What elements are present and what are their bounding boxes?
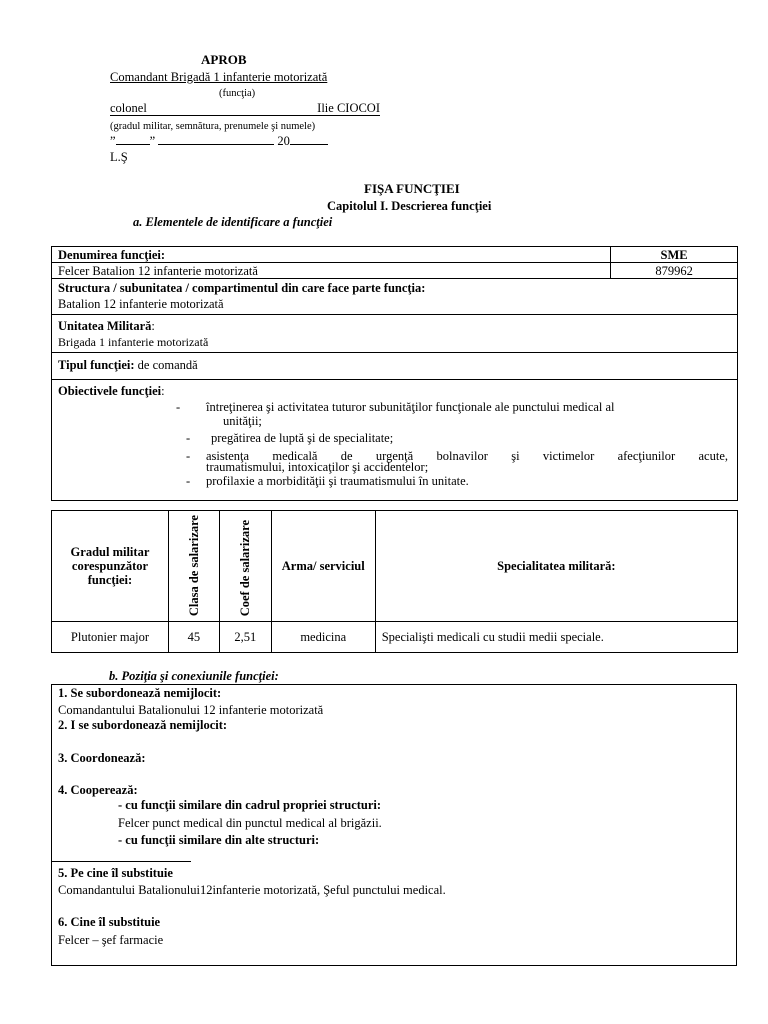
item1-value: Comandantului Batalionului 12 infanterie motorizată [58,703,324,717]
approval-name: Ilie CIOCOI [317,101,380,115]
structura-label: Structura / subunitatea / compartimentul din care face parte funcţia: [58,281,426,295]
obiective-list [58,398,731,490]
coef-header: Coef de salarizare [238,519,253,616]
grade-table [51,510,738,653]
unitate-colon: : [151,319,155,333]
structura-value: Batalion 12 infanterie motorizată [58,297,224,311]
item5-value: Comandantului Batalionului12infanterie motorizată, Şeful punctului medical. [58,883,446,897]
approval-date-line [110,133,328,148]
obiective-dash-1: - [176,400,181,414]
sme-value: 879962 [611,263,738,279]
obiective-cell [52,380,738,501]
arma-header: Arma/ serviciul [271,511,375,622]
clasa-header-cell [168,511,219,622]
identification-table [51,246,738,501]
tip-value: de comandă [134,358,198,372]
section-a-title: a. Elementele de identificare a funcţiei [133,215,333,229]
grad-value: Plutonier major [52,622,169,653]
obiective-colon: : [161,384,165,398]
structura-cell [52,279,738,315]
unitate-value: Brigada 1 infanterie motorizată [58,335,209,349]
item6-value: Felcer – şef farmacie [58,933,164,947]
approval-seal: L.Ş [110,150,128,164]
denumire-label: Denumirea funcţiei: [52,247,611,263]
clasa-header: Clasa de salarizare [186,514,201,616]
obiective-dash-2: - [186,431,191,445]
grad-header: Gradul militar corespunzător funcţiei: [52,511,169,622]
date-open-quote: ” [110,134,116,148]
approval-commander: Comandant Brigadă 1 infanterie motorizată [110,70,328,84]
obiective-item-2: pregătirea de luptă şi de specialitate; [211,431,394,445]
section-b-separator [52,861,191,862]
item5-label: 5. Pe cine îl substituie [58,866,173,880]
arma-value: medicina [271,622,375,653]
obiective-item-1-cont: unităţii; [223,414,262,428]
date-month-blank [158,133,274,145]
item6-label: 6. Cine îl substituie [58,915,161,929]
item4-sub2: - cu funcţii similare din alte structuri: [118,833,320,847]
approval-rank-line [110,101,380,116]
tip-label: Tipul funcţiei: [58,358,135,372]
item4-sub1: - cu funcţii similare din cadrul propriei structuri: [118,798,382,812]
clasa-value: 45 [168,622,219,653]
date-day-blank [116,133,150,145]
specialitate-value: Specialişti medicali cu studii medii speciale. [375,622,737,653]
date-year-prefix: 20 [277,134,290,148]
item3-label: 3. Coordonează: [58,751,146,765]
item2-label: 2. I se subordonează nemijlocit: [58,718,228,732]
obiective-item-1: întreţinerea şi activitatea tuturor subunităţilor funcţionale ale punctului medical al [206,400,615,414]
date-year-blank [290,133,328,145]
approval-rank: colonel [110,101,147,115]
obiective-item-3: asistenţa medicală de urgenţă bolnavilor şi victimelor afecţiunilor acute, [206,449,728,463]
item4-label: 4. Cooperează: [58,783,138,797]
date-mid-quote: ” [149,134,156,148]
item4-sub1-value: Felcer punct medical din punctul medical al brigăzii. [118,816,382,830]
section-b-box [51,684,737,966]
denumire-value: Felcer Batalion 12 infanterie motorizată [52,263,611,279]
unitate-cell [52,315,738,353]
obiective-label: Obiectivele funcţiei [58,384,162,398]
unitate-label: Unitatea Militară [58,319,152,333]
approval-function-hint: (funcţia) [219,88,256,99]
section-b-title: b. Poziţia şi conexiunile funcţiei: [109,669,279,683]
obiective-item-4: profilaxie a morbidităţii şi traumatismului în unitate. [206,474,469,488]
obiective-dash-3: - [186,449,191,463]
obiective-item-3-cont: traumatismului, intoxicaţilor şi accidentelor; [206,460,429,474]
doc-title: FIŞA FUNCŢIEI [364,181,460,196]
approval-title: APROB [201,52,247,67]
coef-header-cell [219,511,271,622]
obiective-dash-4: - [186,474,191,488]
sme-label: SME [611,247,738,263]
chapter-title: Capitolul I. Descrierea funcţiei [327,199,492,213]
specialitate-header: Specialitatea militară: [375,511,737,622]
tip-cell [52,353,738,380]
coef-value: 2,51 [219,622,271,653]
item1-label: 1. Se subordonează nemijlocit: [58,686,222,700]
approval-rank-hint: (gradul militar, semnătura, prenumele şi numele) [110,121,316,132]
